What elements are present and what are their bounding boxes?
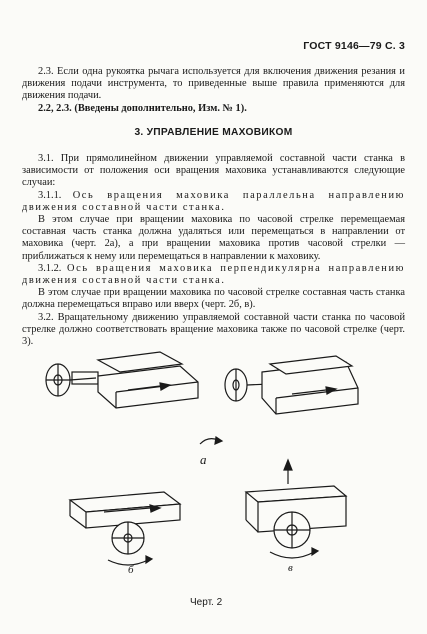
paragraph-3-2: 3.2. Вращательному движению управляемой составной части станка по часовой стрелке должно соответствовать вращение маховика также по часовой стрелке (черт. 3).	[22, 311, 405, 348]
figure-label-b: б	[128, 564, 134, 576]
figure-a-left	[46, 352, 198, 408]
paragraph-3-1-2-body: В этом случае при вращении маховика по часовой стрелке составная часть станка должна перемещаться вправо или вверх (черт. 2б, в).	[22, 287, 405, 311]
figure-b	[70, 492, 180, 565]
paragraph-3-1-1-heading: Ось вращения маховика параллельна направлению движения составной части станка.	[22, 189, 405, 213]
figure-label-a: а	[200, 452, 207, 467]
figure-label-v: в	[288, 562, 293, 574]
paragraph-3-1-1-body: В этом случае при вращении маховика по часовой стрелке перемещаемая составная часть станка должна удаляться или перемещаться в направлении от маховика (черт. 2а), а при вращении маховика против часовой стрелки — приближаться к нему или перемещаться в направлении к маховику.	[22, 214, 405, 262]
section-title: 3. УПРАВЛЕНИЕ МАХОВИКОМ	[134, 127, 293, 138]
arrow-up-icon	[284, 460, 292, 470]
rotation-arrow-icon	[215, 437, 222, 444]
figure-caption: Черт. 2	[190, 597, 223, 608]
amendment-note: 2.2, 2.3. (Введены дополнительно, Изм. № 1).	[38, 102, 247, 114]
paragraph-3-1-2-number: 3.1.2.	[38, 262, 62, 274]
rotation-arrow-icon	[312, 548, 318, 555]
paragraph-2-3: 2.3. Если одна рукоятка рычага используется для включения движения резания и движения подачи инструмента, то приведенные выше правила применяются для движения подачи.	[22, 66, 405, 102]
figure-v	[246, 460, 346, 558]
figure-a-right	[200, 356, 358, 444]
page-header: ГОСТ 9146—79 С. 3	[303, 40, 405, 52]
paragraph-3-1: 3.1. При прямолинейном движении управляемой составной части станка в зависимости от положения оси вращения маховика устанавливаются следующие случаи:	[22, 153, 405, 189]
paragraph-3-1-2-heading: Ось вращения маховика перпендикулярна направлению движения составной части станка.	[22, 262, 405, 287]
rotation-arrow-icon	[146, 556, 152, 563]
paragraph-3-1-1-number: 3.1.1.	[38, 189, 62, 201]
